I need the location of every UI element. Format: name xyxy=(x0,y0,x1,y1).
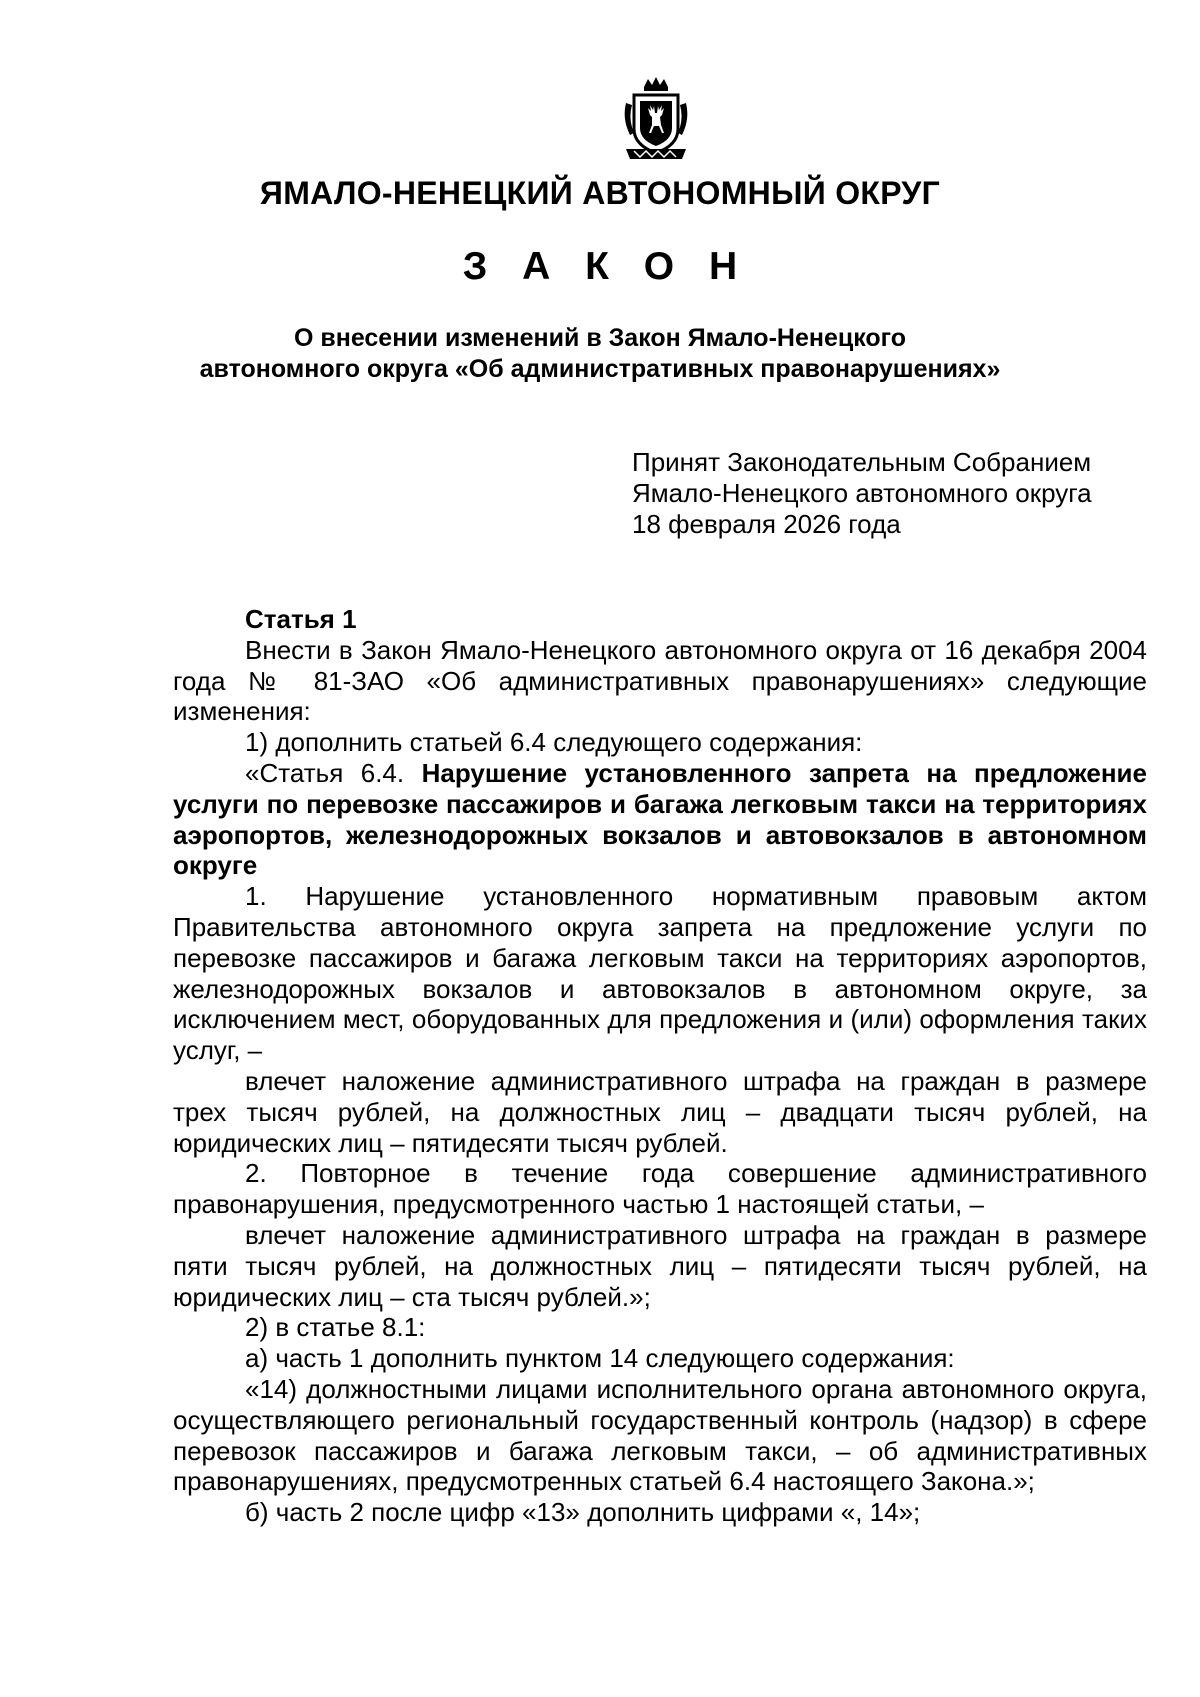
region-heading: ЯМАЛО-НЕНЕЦКИЙ АВТОНОМНЫЙ ОКРУГ xyxy=(259,175,941,211)
document-body xyxy=(173,604,1147,1528)
paragraph: 2) в статье 8.1: xyxy=(245,1312,426,1343)
paragraph: влечет наложение административного штрафа на граждан в размере трех тысяч рублей, на должностных лиц – двадцати тысяч рублей, на юридических лиц – пятидесяти тысяч рублей. xyxy=(173,1065,1147,1158)
paragraph: а) часть 1 дополнить пунктом 14 следующего содержания: xyxy=(245,1343,955,1374)
new-article-heading xyxy=(173,758,1147,881)
paragraph: влечет наложение административного штрафа на граждан в размере пяти тысяч рублей, на должностных лиц – пятидесяти тысяч рублей, на юридических лиц – ста тысяч рублей.»; xyxy=(173,1219,1147,1312)
adoption-date: 18 февраля 2026 года xyxy=(632,509,901,539)
law-name-line: автономного округа «Об административных правонарушениях» xyxy=(199,355,1001,383)
new-article-title: Нарушение установленного запрета на предложение услуги по перевозке пассажиров и багажа легковым такси на территориях аэропортов, железнодорожных вокзалов и автовокзалов в автономном округе xyxy=(173,757,1147,881)
new-article-number: «Статья 6.4. xyxy=(245,757,422,788)
paragraph: б) часть 2 после цифр «13» дополнить цифрами «, 14»; xyxy=(245,1497,921,1528)
paragraph: Внести в Закон Ямало-Ненецкого автономного округа от 16 декабря 2004 года № 81-ЗАО «Об административных правонарушениях» следующие изменения: xyxy=(173,634,1147,727)
article-heading: Статья 1 xyxy=(245,604,357,634)
paragraph: «14) должностными лицами исполнительного органа автономного округа, осуществляющего региональный государственный контроль (надзор) в сфере перевозок пассажиров и багажа легковым такси, – об административных правонарушениях, предусмотренных статьей 6.4 настоящего Закона.»; xyxy=(173,1373,1147,1497)
paragraph: 1. Нарушение установленного нормативным правовым актом Правительства автономного округа запрета на предложение услуги по перевозке пассажиров и багажа легковым такси на территориях аэропортов, железнодорожных вокзалов и автовокзалов в автономном округе, за исключением мест, оборудованных для предложения и (или) оформления таких услуг, – xyxy=(173,881,1147,1066)
paragraph: 2. Повторное в течение года совершение административного правонарушения, предусмотренного частью 1 настоящей статьи, – xyxy=(173,1158,1147,1220)
paragraph: 1) дополнить статьей 6.4 следующего содержания: xyxy=(245,727,863,758)
coat-of-arms-icon xyxy=(620,75,692,163)
document-type-title: З А К О Н xyxy=(462,245,750,288)
adoption-line: Принят Законодательным Собранием xyxy=(632,447,1092,477)
law-name xyxy=(0,323,1200,385)
adoption-line: Ямало-Ненецкого автономного округа xyxy=(632,478,1092,508)
law-name-line: О внесении изменений в Закон Ямало-Ненецкого xyxy=(293,324,907,352)
adoption-block xyxy=(632,447,1172,540)
